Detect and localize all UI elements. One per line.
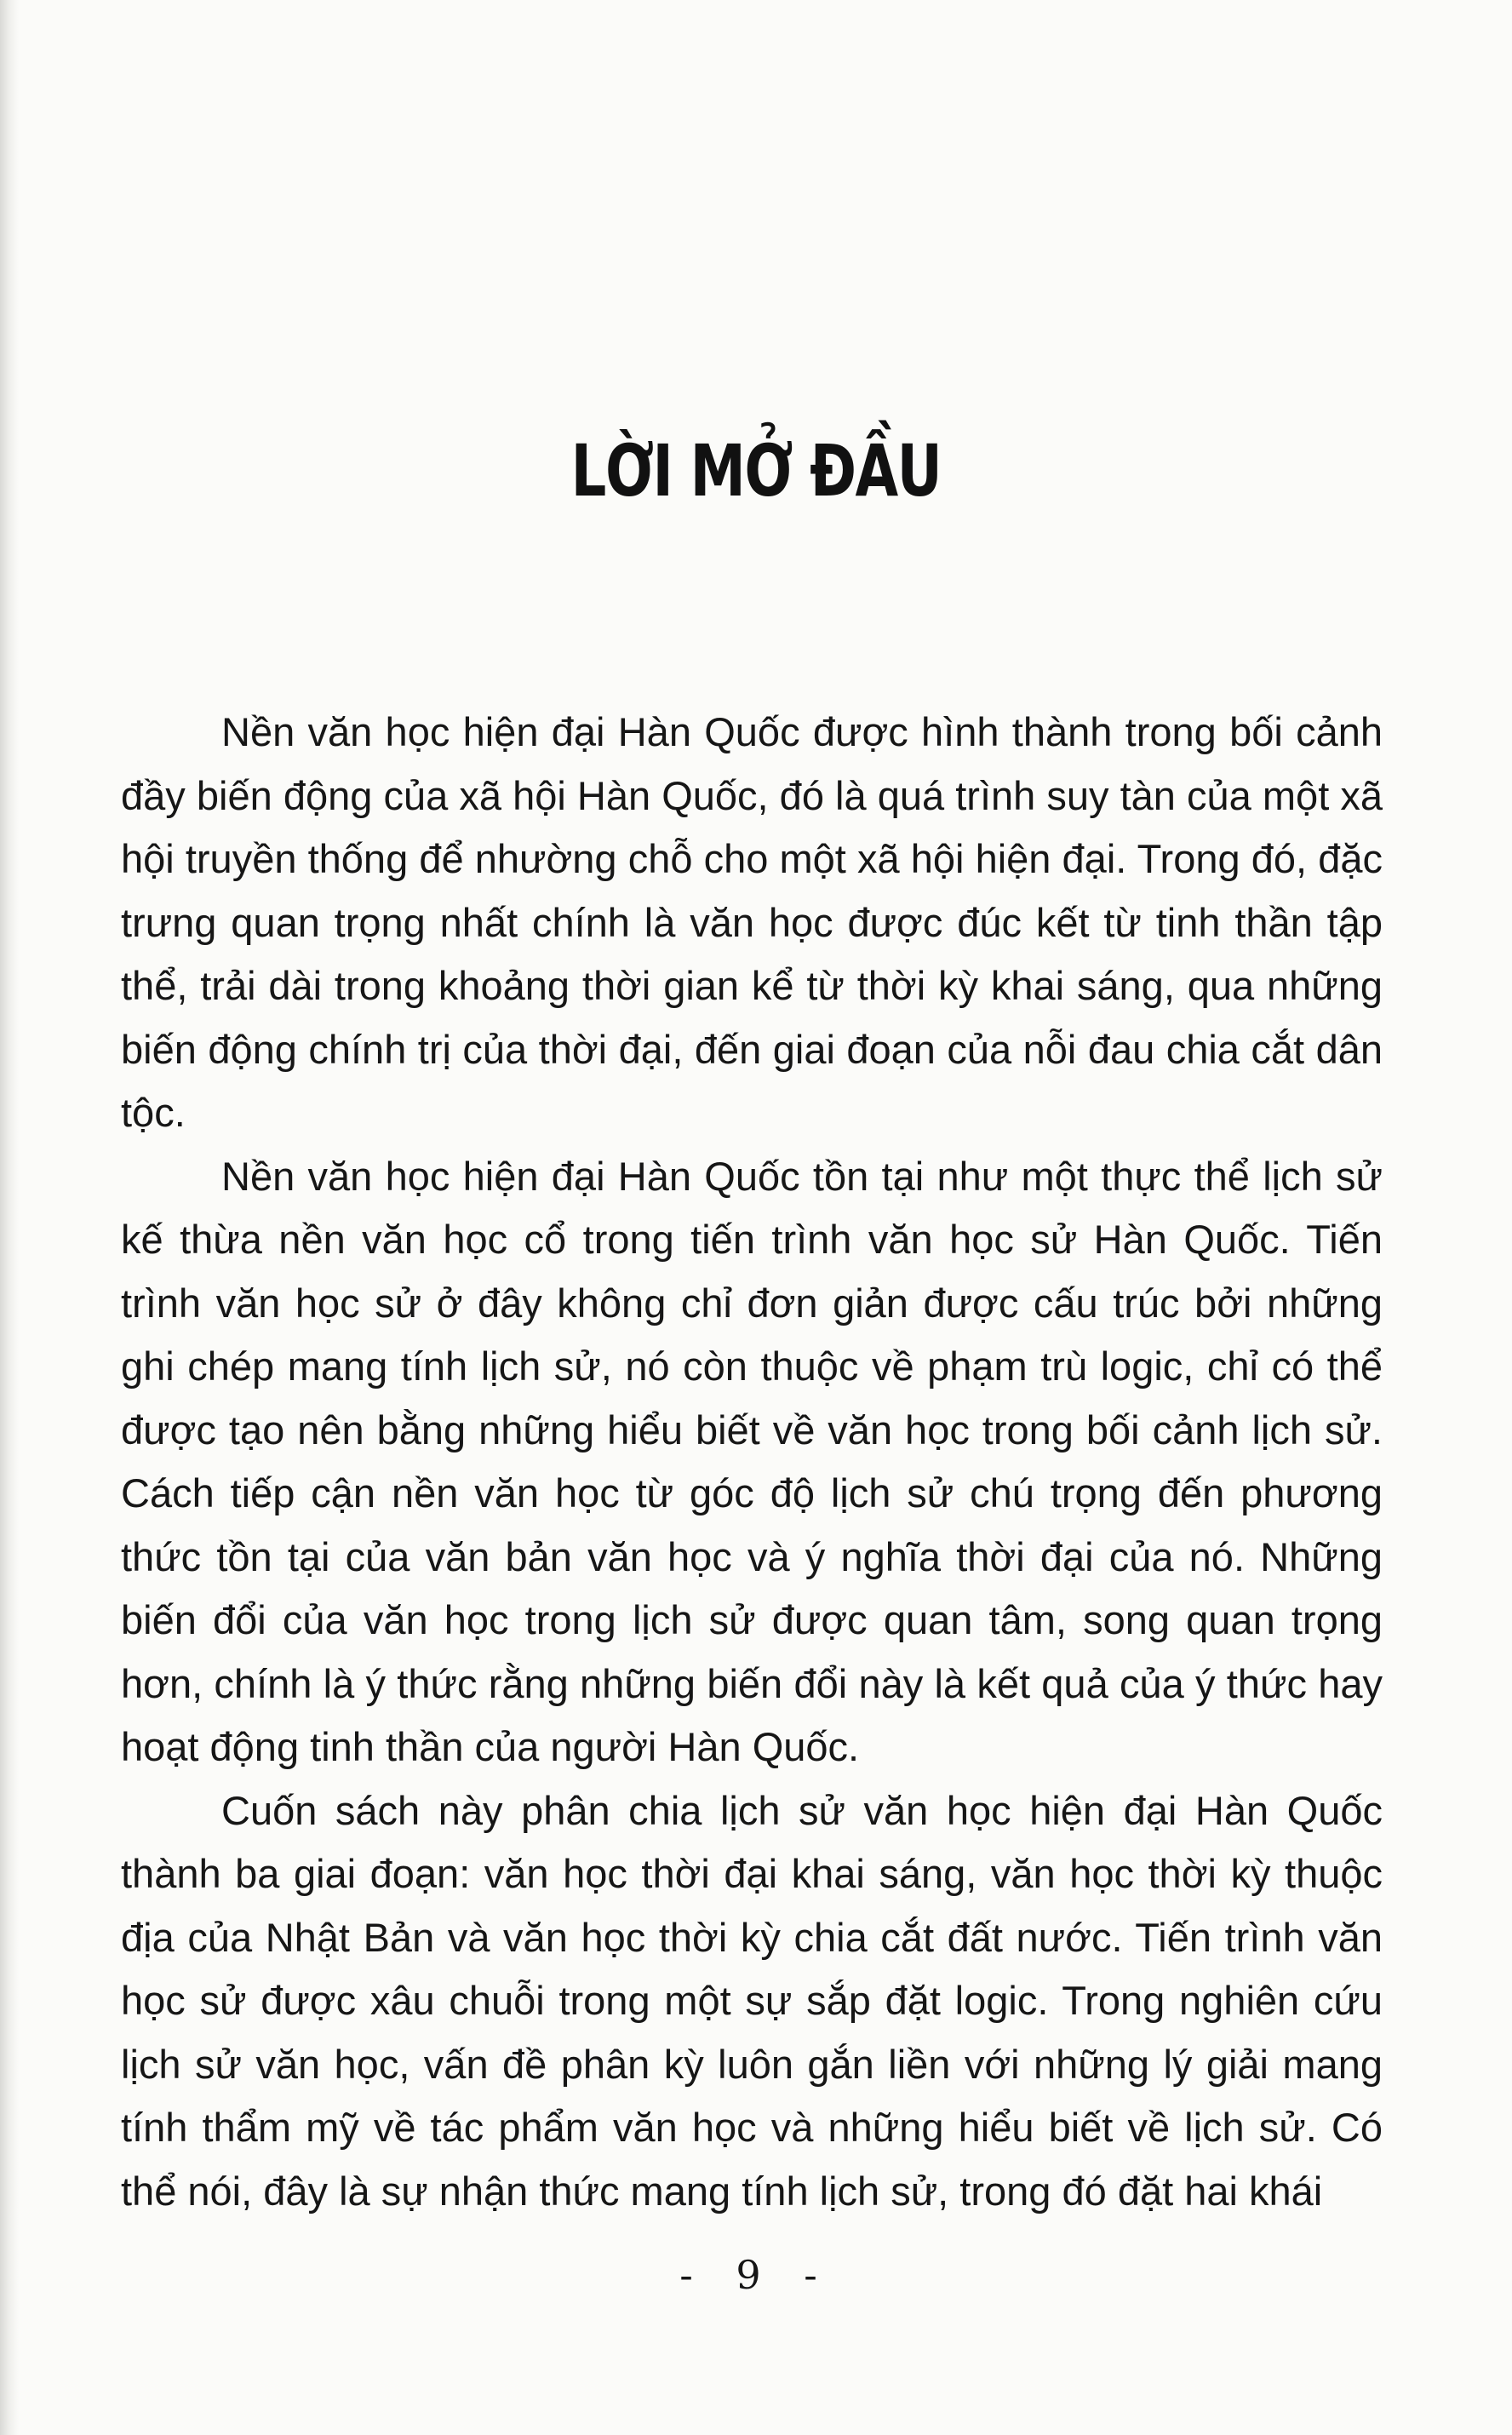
paragraph-3: Cuốn sách này phân chia lịch sử văn học hiện đại Hàn Quốc thành ba giai đoạn: văn học thời đại khai sáng, văn học thời kỳ thuộc địa của Nhật Bản và văn học thời kỳ chia cắt đất nước. Tiến trình văn học sử được xâu chuỗi trong một sự sắp đặt logic. Trong nghiên cứu lịch sử văn học, vấn đề phân kỳ luôn gắn liền với những lý giải mang tính thẩm mỹ về tác phẩm văn học và những hiểu biết về lịch sử. Có thể nói, đây là sự nhận thức mang tính lịch sử, trong đó đặt hai khái (121, 1787, 1383, 2214)
paragraph-2: Nền văn học hiện đại Hàn Quốc tồn tại như một thực thể lịch sử kế thừa nền văn học cổ trong tiến trình văn học sử Hàn Quốc. Tiến trình văn học sử ở đây không chỉ đơn giản được cấu trúc bởi những ghi chép mang tính lịch sử, nó còn thuộc về phạm trù logic, chỉ có thể được tạo nên bằng những hiểu biết về văn học trong bối cảnh lịch sử. Cách tiếp cận nền văn học từ góc độ lịch sử chú trọng đến phương thức tồn tại của văn bản văn học và ý nghĩa thời đại của nó. Những biến đổi của văn học trong lịch sử được quan tâm, song quan trọng hơn, chính là ý thức rằng những biến đổi này là kết quả của ý thức hay hoạt động tinh thần của người Hàn Quốc. (121, 1153, 1383, 1769)
page-number: - 9 - (679, 2252, 833, 2298)
paragraph-1: Nền văn học hiện đại Hàn Quốc được hình thành trong bối cảnh đầy biến động của xã hội Hàn Quốc, đó là quá trình suy tàn của một xã hội truyền thống để nhường chỗ cho một xã hội hiện đại. Trong đó, đặc trưng quan trọng nhất chính là văn học được đúc kết từ tinh thần tập thể, trải dài trong khoảng thời gian kể từ thời kỳ khai sáng, qua những biến động chính trị của thời đại, đến giai đoạn của nỗi đau chia cắt dân tộc. (121, 709, 1383, 1135)
body-text (121, 701, 1383, 2223)
chapter-title: LỜI MỞ ĐẦU (570, 429, 942, 513)
page-binding-shadow (0, 0, 19, 2435)
